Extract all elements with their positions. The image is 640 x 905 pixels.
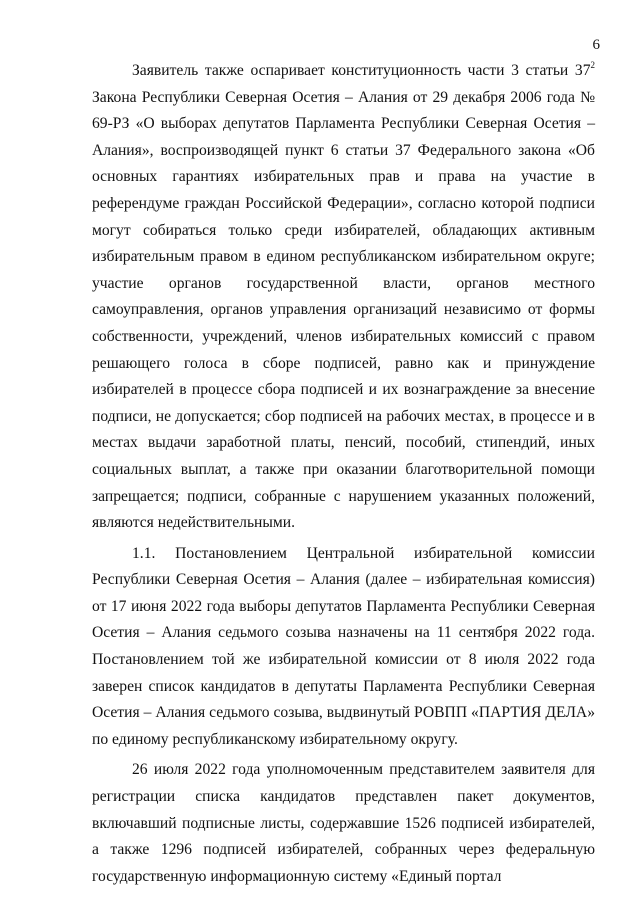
paragraph-july-26: 26 июля 2022 года уполномоченным представителем заявителя для регистрации списка кандидатов представлен пакет документов, включавший подписные листы, содержавшие 1526 подписей избирателей, а также 1296 подписей избирателей, собранных через федеральную государственную информационную систему «Единый портал	[92, 761, 595, 885]
paragraph-constitutionality-challenge	[92, 58, 595, 537]
page-number: 6	[592, 37, 600, 53]
paragraph-text: Заявитель также оспаривает конституционность части 3 статьи 37	[132, 62, 591, 79]
paragraph-text-continued: Закона Республики Северная Осетия – Алания от 29 декабря 2006 года № 69-РЗ «О выборах депутатов Парламента Республики Северная Осетия – Алания», воспроизводящей пункт 6 статьи 37 Федерального закона «Об основных гарантиях избирательных прав и права на участие в референдуме граждан Российской Федерации», согласно которой подписи могут собираться только среди избирателей, обладающих активным избирательным правом в едином республиканском избирательном округе; участие органов государственной власти, органов местного самоуправления, органов управления организаций независимо от формы собственности, учреждений, членов избирательных комиссий с правом решающего голоса в сборе подписей, равно как и принуждение избирателей в процессе сбора подписей и их вознаграждение за внесение подписи, не допускается; сбор подписей на рабочих местах, в процессе и в местах выдачи заработной платы, пенсий, пособий, стипендий, иных социальных выплат, а также при оказании благотворительной помощи запрещается; подписи, собранные с нарушением указанных положений, являются недействительными.	[92, 88, 595, 532]
paragraph-1-1: 1.1. Постановлением Центральной избирательной комиссии Республики Северная Осетия – Алания (далее – избирательная комиссия) от 17 июня 2022 года выборы депутатов Парламента Республики Северная Осетия – Алания седьмого созыва назначены на 11 сентября 2022 года. Постановлением той же избирательной комиссии от 8 июля 2022 года заверен список кандидатов в депутаты Парламента Республики Северная Осетия – Алания седьмого созыва, выдвинутый РОВПП «ПАРТИЯ ДЕЛА» по единому республиканскому избирательному округу.	[92, 544, 595, 748]
superscript-index: 2	[590, 59, 595, 70]
document-body	[92, 58, 595, 890]
